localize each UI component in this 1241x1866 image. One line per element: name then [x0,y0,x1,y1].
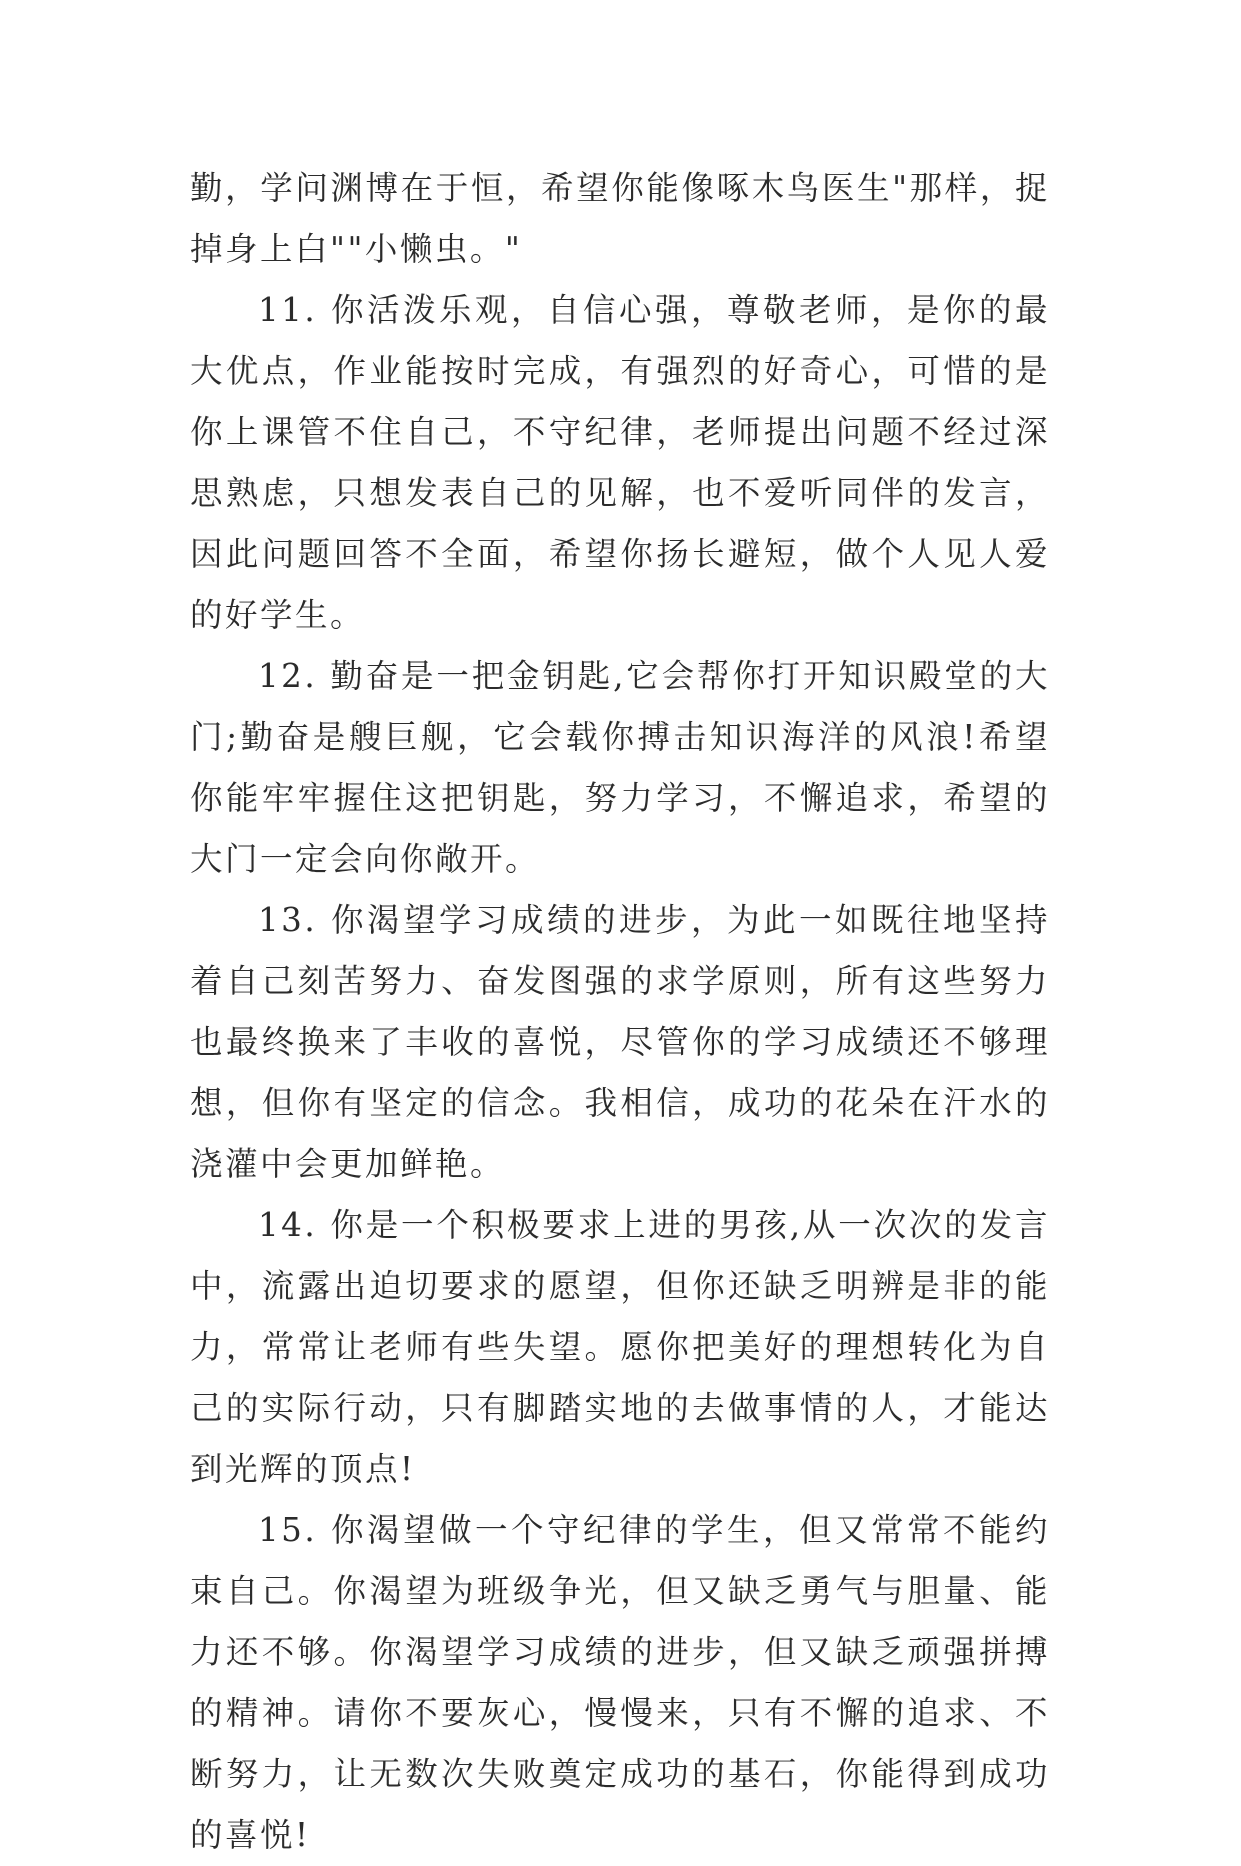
paragraph-continuation: 勤，学问渊博在于恒，希望你能像啄木鸟医生"那样，捉掉身上白""小懒虫。" [190,169,1050,268]
paragraph-14: 14. 你是一个积极要求上进的男孩,从一次次的发言中，流露出迫切要求的愿望，但你还缺乏明辨是非的能力，常常让老师有些失望。愿你把美好的理想转化为自己的实际行动，只有脚踏实地的去做事情的人，才能达到光辉的顶点! [190,1206,1050,1488]
paragraph-13: 13. 你渴望学习成绩的进步，为此一如既往地坚持着自己刻苦努力、奋发图强的求学原则，所有这些努力也最终换来了丰收的喜悦，尽管你的学习成绩还不够理想，但你有坚定的信念。我相信，成功的花朵在汗水的浇灌中会更加鲜艳。 [190,901,1050,1183]
paragraph-15: 15. 你渴望做一个守纪律的学生，但又常常不能约束自己。你渴望为班级争光，但又缺乏勇气与胆量、能力还不够。你渴望学习成绩的进步，但又缺乏顽强拼搏的精神。请你不要灰心，慢慢来，只有不懈的追求、不断努力，让无数次失败奠定成功的基石，你能得到成功的喜悦! [190,1511,1050,1854]
paragraph-12: 12. 勤奋是一把金钥匙,它会帮你打开知识殿堂的大门;勤奋是艘巨舰，它会载你搏击知识海洋的风浪!希望你能牢牢握住这把钥匙，努力学习，不懈追求，希望的大门一定会向你敞开。 [190,657,1050,878]
body-text [190,158,1050,1866]
paragraph-11: 11. 你活泼乐观，自信心强，尊敬老师，是你的最大优点，作业能按时完成，有强烈的好奇心，可惜的是你上课管不住自己，不守纪律，老师提出问题不经过深思熟虑，只想发表自己的见解，也不爱听同伴的发言，因此问题回答不全面，希望你扬长避短，做个人见人爱的好学生。 [190,291,1050,634]
